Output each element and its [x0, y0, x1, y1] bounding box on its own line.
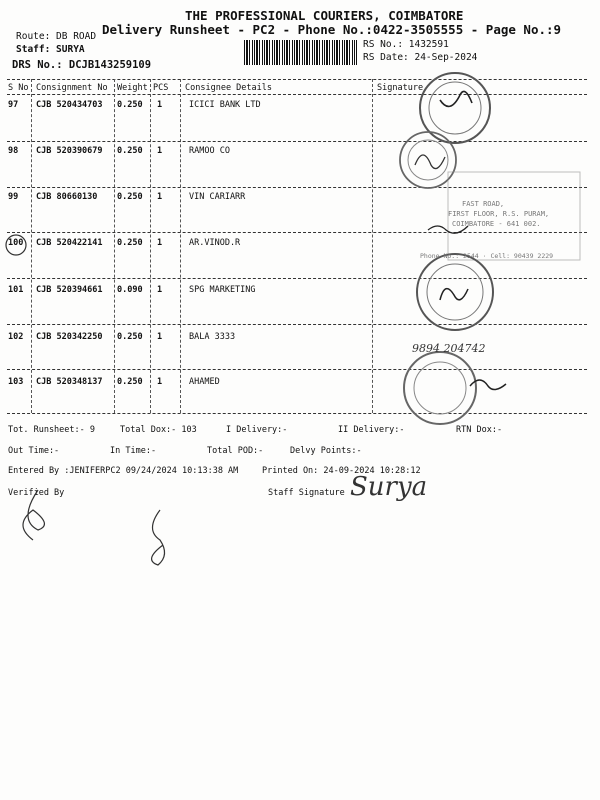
row-consignee: AR.VINOD.R — [189, 238, 241, 248]
row-weight: 0.250 — [117, 192, 143, 202]
col-header-consignee: Consignee Details — [185, 83, 272, 93]
row-pcs: 1 — [157, 238, 163, 248]
col-header-pcs: PCS — [153, 83, 169, 93]
row-pcs: 1 — [157, 100, 163, 110]
handwritten-circle — [6, 235, 26, 255]
row-weight: 0.250 — [117, 146, 143, 156]
row-consignee: VIN CARIARR — [189, 192, 246, 202]
staff-label: Staff: SURYA — [16, 44, 85, 55]
rs-number: RS No.: 1432591 — [363, 39, 449, 50]
vin-stamp-phone: Phone No.: 2544 · Cell: 90439 2229 — [420, 252, 554, 260]
row-consignment-no: CJB 520348137 — [36, 377, 103, 387]
row-consignment-no: CJB 520422141 — [36, 238, 103, 248]
col-header-sno: S No — [8, 83, 29, 93]
row-sno: 99 — [8, 192, 19, 202]
in-time: In Time:- — [110, 446, 157, 456]
row-consignee: SPG MARKETING — [189, 285, 256, 295]
verified-by: Verified By — [8, 488, 65, 498]
row-consignee: ICICI BANK LTD — [189, 100, 261, 110]
vin-stamp-address-3: COIMBATORE - 641 002. — [452, 220, 541, 228]
row-weight: 0.250 — [117, 332, 143, 342]
row-pcs: 1 — [157, 192, 163, 202]
row-pcs: 1 — [157, 285, 163, 295]
row-weight: 0.250 — [117, 377, 143, 387]
staff-handwritten-signature: Surya — [350, 472, 428, 502]
vin-stamp-address-2: FIRST FLOOR, R.S. PURAM, — [448, 210, 550, 218]
ii-delivery: II Delivery:- — [338, 425, 405, 435]
drs-number: DRS No.: DCJB143259109 — [12, 59, 152, 71]
spg-marketing-stamp — [417, 254, 493, 330]
row-weight: 0.250 — [117, 238, 143, 248]
row-pcs: 1 — [157, 377, 163, 387]
delvy-points: Delvy Points:- — [290, 446, 362, 456]
row-consignment-no: CJB 80660130 — [36, 192, 98, 202]
row-consignment-no: CJB 520342250 — [36, 332, 103, 342]
col-header-signature: Signature — [377, 83, 424, 93]
row-consignment-no: CJB 520390679 — [36, 146, 103, 156]
row-consignee: AHAMED — [189, 377, 220, 387]
row-consignment-no: CJB 520394661 — [36, 285, 103, 295]
row-sno: 101 — [8, 285, 24, 295]
row-sno: 102 — [8, 332, 24, 342]
verifier-signature-1 — [23, 490, 44, 540]
row-consignee: BALA 3333 — [189, 332, 236, 342]
company-title: THE PROFESSIONAL COURIERS, COIMBATORE — [185, 8, 464, 23]
vin-stamp-address-1: FAST ROAD, — [462, 200, 505, 208]
hdfc-bank-stamp — [404, 352, 506, 424]
row-weight: 0.090 — [117, 285, 143, 295]
verifier-signature-2 — [152, 510, 165, 565]
entered-by: Entered By :JENIFERPC2 09/24/2024 10:13:38 AM — [8, 466, 239, 476]
row-sno: 97 — [8, 100, 19, 110]
row-consignee: RAMOO CO — [189, 146, 230, 156]
col-header-weight: Weight — [117, 83, 148, 93]
i-delivery: I Delivery:- — [226, 425, 288, 435]
row-pcs: 1 — [157, 332, 163, 342]
row-sno: 98 — [8, 146, 19, 156]
staff-signature-label: Staff Signature — [268, 488, 345, 498]
route-label: Route: DB ROAD — [16, 31, 97, 42]
col-header-consignment: Consignment No — [36, 83, 108, 93]
out-time: Out Time:- — [8, 446, 60, 456]
total-runsheet: Tot. Runsheet:- 9 — [8, 425, 95, 435]
row-weight: 0.250 — [117, 100, 143, 110]
rs-date: RS Date: 24-Sep-2024 — [363, 52, 478, 63]
row-sno: 100 — [8, 238, 24, 248]
handwritten-phone: 9894 204742 — [412, 342, 486, 355]
printed-on: Printed On: 24-09-2024 10:28:12 — [262, 466, 421, 476]
row-consignment-no: CJB 520434703 — [36, 100, 103, 110]
total-dox: Total Dox:- 103 — [120, 425, 197, 435]
row-pcs: 1 — [157, 146, 163, 156]
row-sno: 103 — [8, 377, 24, 387]
rtn-dox: RTN Dox:- — [456, 425, 503, 435]
total-pod: Total POD:- — [207, 446, 264, 456]
runsheet-subtitle: Delivery Runsheet - PC2 - Phone No.:0422-3505555 - Page No.:9 — [102, 22, 562, 37]
